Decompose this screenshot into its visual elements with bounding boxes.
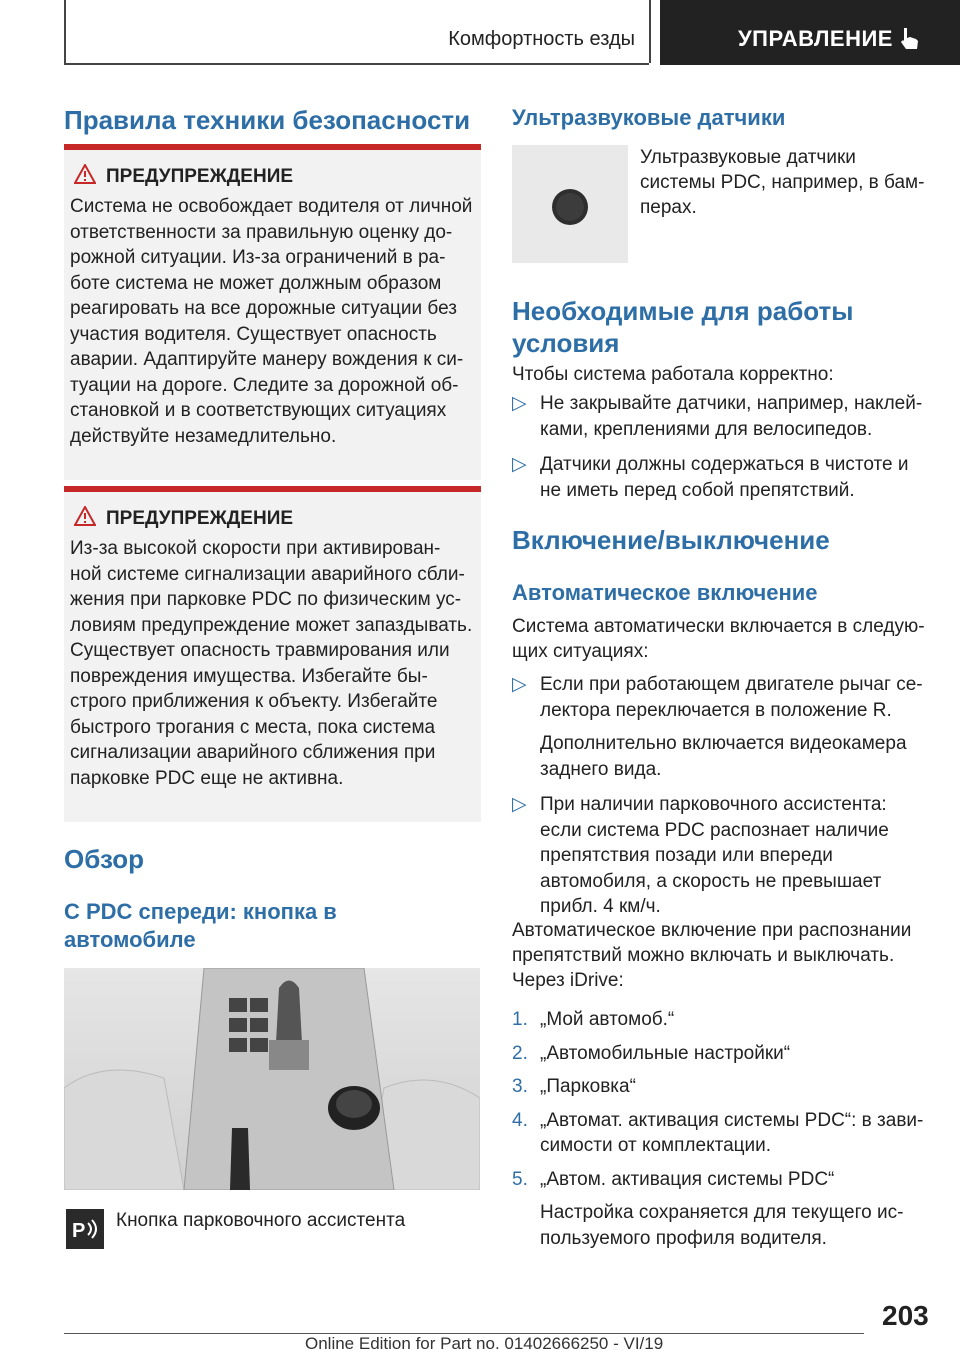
chapter-title: УПРАВЛЕНИЕ [738, 26, 893, 51]
warning-line: ловиям предупреждение может запаздывать. [70, 614, 473, 636]
list-item [512, 391, 932, 442]
sensors-line: Ультразвуковые датчики [640, 147, 856, 168]
warning-label: ПРЕДУПРЕЖДЕНИЕ [106, 508, 294, 529]
list-item-line: лектора переключается в положение R. [540, 699, 892, 721]
warning-label: ПРЕДУПРЕЖДЕНИЕ [106, 166, 294, 187]
list-item [512, 792, 932, 920]
list-item [512, 672, 932, 782]
step-number: 4. [512, 1109, 528, 1131]
bullet-marker: ▷ [512, 674, 527, 695]
pdc-front-title-2: автомобиле [64, 927, 196, 952]
bullet-marker: ▷ [512, 454, 527, 475]
warning-line: становкой и в соответствующих ситуациях [70, 400, 447, 421]
list-item-line: Не закрывайте датчики, например, наклей- [540, 393, 923, 414]
running-header-section [66, 0, 651, 63]
step-line: „Мой автомоб.“ [540, 1009, 675, 1030]
auto-title: Автоматическое включение [512, 580, 818, 605]
step-item [512, 1074, 932, 1100]
warning-line: действуйте незамедлительно. [70, 425, 337, 447]
step-item [512, 1167, 932, 1252]
warning-triangle-icon [74, 506, 96, 526]
warning-line: туации на дороге. Следите за дорожной об- [70, 374, 459, 396]
hand-pointer-icon [896, 26, 922, 52]
warning-line: участия водителя. Существует опасность [70, 323, 437, 345]
step-line: симости от комплектации. [540, 1135, 772, 1156]
warning-line: боте система не может должным образом [70, 272, 442, 294]
auto-outro [512, 918, 911, 993]
warning-box-1 [64, 144, 481, 480]
safety-title: Правила техники безопасности [64, 105, 471, 135]
warning-text-2 [70, 536, 475, 791]
step-item [512, 1007, 932, 1033]
warning-triangle-icon [74, 164, 96, 184]
step-number: 2. [512, 1042, 528, 1064]
list-item-line: Если при работающем двигателе рычаг се- [540, 674, 923, 695]
list-item-line: не иметь перед собой препятствий. [540, 479, 855, 501]
auto-intro-line: щих ситуациях: [512, 641, 649, 662]
conditions-intro: Чтобы система работала корректно: [512, 364, 834, 385]
warning-line: жения при парковке PDC по физическим ус- [70, 589, 462, 610]
warning-line: ной системе сигнализации аварийного сбли- [70, 563, 465, 585]
pdc-front-title-1: С PDC спереди: кнопка в [64, 899, 337, 924]
page-number: 203 [882, 1300, 929, 1331]
warning-line: быстрого трогания с места, пока система [70, 716, 436, 738]
conditions-title-1: Необходимые для работы [512, 296, 854, 326]
warning-line: аварии. Адаптируйте манеру вождения к си- [70, 349, 464, 370]
warning-line: сигнализации аварийного сближения при [70, 742, 436, 763]
sensors-text [640, 145, 924, 220]
step-item [512, 1108, 932, 1159]
svg-text:P: P [72, 1220, 86, 1242]
header-rule-bottom [64, 63, 649, 65]
step-line: пользуемого профиля водителя. [540, 1227, 827, 1249]
step-line: „Автом. активация системы PDC“ [540, 1168, 835, 1190]
warning-box-2 [64, 486, 481, 822]
conditions-title-2: условия [512, 328, 620, 358]
edition-info: Online Edition for Part no. 01402666250 - VI/19 [305, 1334, 664, 1353]
sensors-line: перах. [640, 197, 697, 218]
step-line: „Автомат. активация системы PDC“: в зави- [540, 1109, 924, 1131]
list-item-line: если система PDC распознает наличие [540, 819, 889, 841]
overview-title: Обзор [64, 844, 144, 874]
warning-line: парковке PDC еще не активна. [70, 767, 344, 789]
conditions-list [512, 391, 932, 503]
warning-line: повреждения имущества. Избегайте бы- [70, 665, 428, 687]
warning-line: строго приближения к объекту. Избегайте [70, 691, 438, 712]
list-item-line: заднего вида. [540, 758, 662, 780]
auto-list [512, 672, 932, 920]
step-line: „Парковка“ [540, 1076, 636, 1097]
warning-line: Существует опасность травмирования или [70, 640, 450, 661]
onoff-title: Включение/выключение [512, 525, 830, 555]
warning-text-1 [70, 194, 475, 449]
bullet-marker: ▷ [512, 393, 527, 414]
warning-line: Система не освобождает водителя от личной [70, 196, 473, 217]
list-item-line: препятствия позади или впереди [540, 845, 833, 866]
warning-line: Из-за высокой скорости при активирован- [70, 538, 441, 559]
list-item-line: прибл. 4 км/ч. [540, 896, 661, 917]
auto-outro-line: Автоматическое включение при распознании [512, 920, 912, 941]
ultrasonic-sensor-image [512, 145, 628, 263]
warning-line: ответственности за правильную оценку до- [70, 221, 453, 243]
auto-intro [512, 614, 925, 664]
warning-line: рожной ситуации. Из-за ограничений в ра- [70, 247, 446, 268]
step-number: 5. [512, 1168, 528, 1190]
header-rule [64, 0, 66, 64]
parking-assist-button-icon [66, 1209, 104, 1249]
list-item-line: автомобиля, а скорость не превышает [540, 870, 882, 892]
idrive-steps [512, 1007, 932, 1251]
step-number: 1. [512, 1009, 528, 1030]
list-item-line: При наличии парковочного ассистента: [540, 794, 887, 815]
step-line: „Автомобильные настройки“ [540, 1042, 791, 1064]
list-item [512, 452, 932, 503]
warning-line: реагировать на все дорожные ситуации без [70, 298, 457, 319]
list-item-line: ками, креплениями для велосипедов. [540, 418, 873, 440]
step-line: Настройка сохраняется для текущего ис- [540, 1202, 904, 1223]
section-title: Комфортность езды [448, 28, 635, 50]
auto-outro-line: препятствий можно включать и выключать. [512, 945, 895, 966]
image-caption: Кнопка парковочного ассистента [116, 1210, 406, 1231]
step-number: 3. [512, 1076, 528, 1097]
sensors-line: системы PDC, например, в бам- [640, 172, 925, 193]
auto-outro-line: Через iDrive: [512, 970, 624, 991]
step-item [512, 1041, 932, 1067]
list-item-line: Дополнительно включается видеокамера [540, 733, 907, 754]
car-console-image [64, 968, 480, 1190]
bullet-marker: ▷ [512, 794, 527, 815]
auto-intro-line: Система автоматически включается в следую- [512, 616, 925, 637]
list-item-line: Датчики должны содержаться в чистоте и [540, 454, 909, 475]
chapter-tab [660, 0, 960, 65]
sensors-title: Ультразвуковые датчики [512, 105, 786, 130]
